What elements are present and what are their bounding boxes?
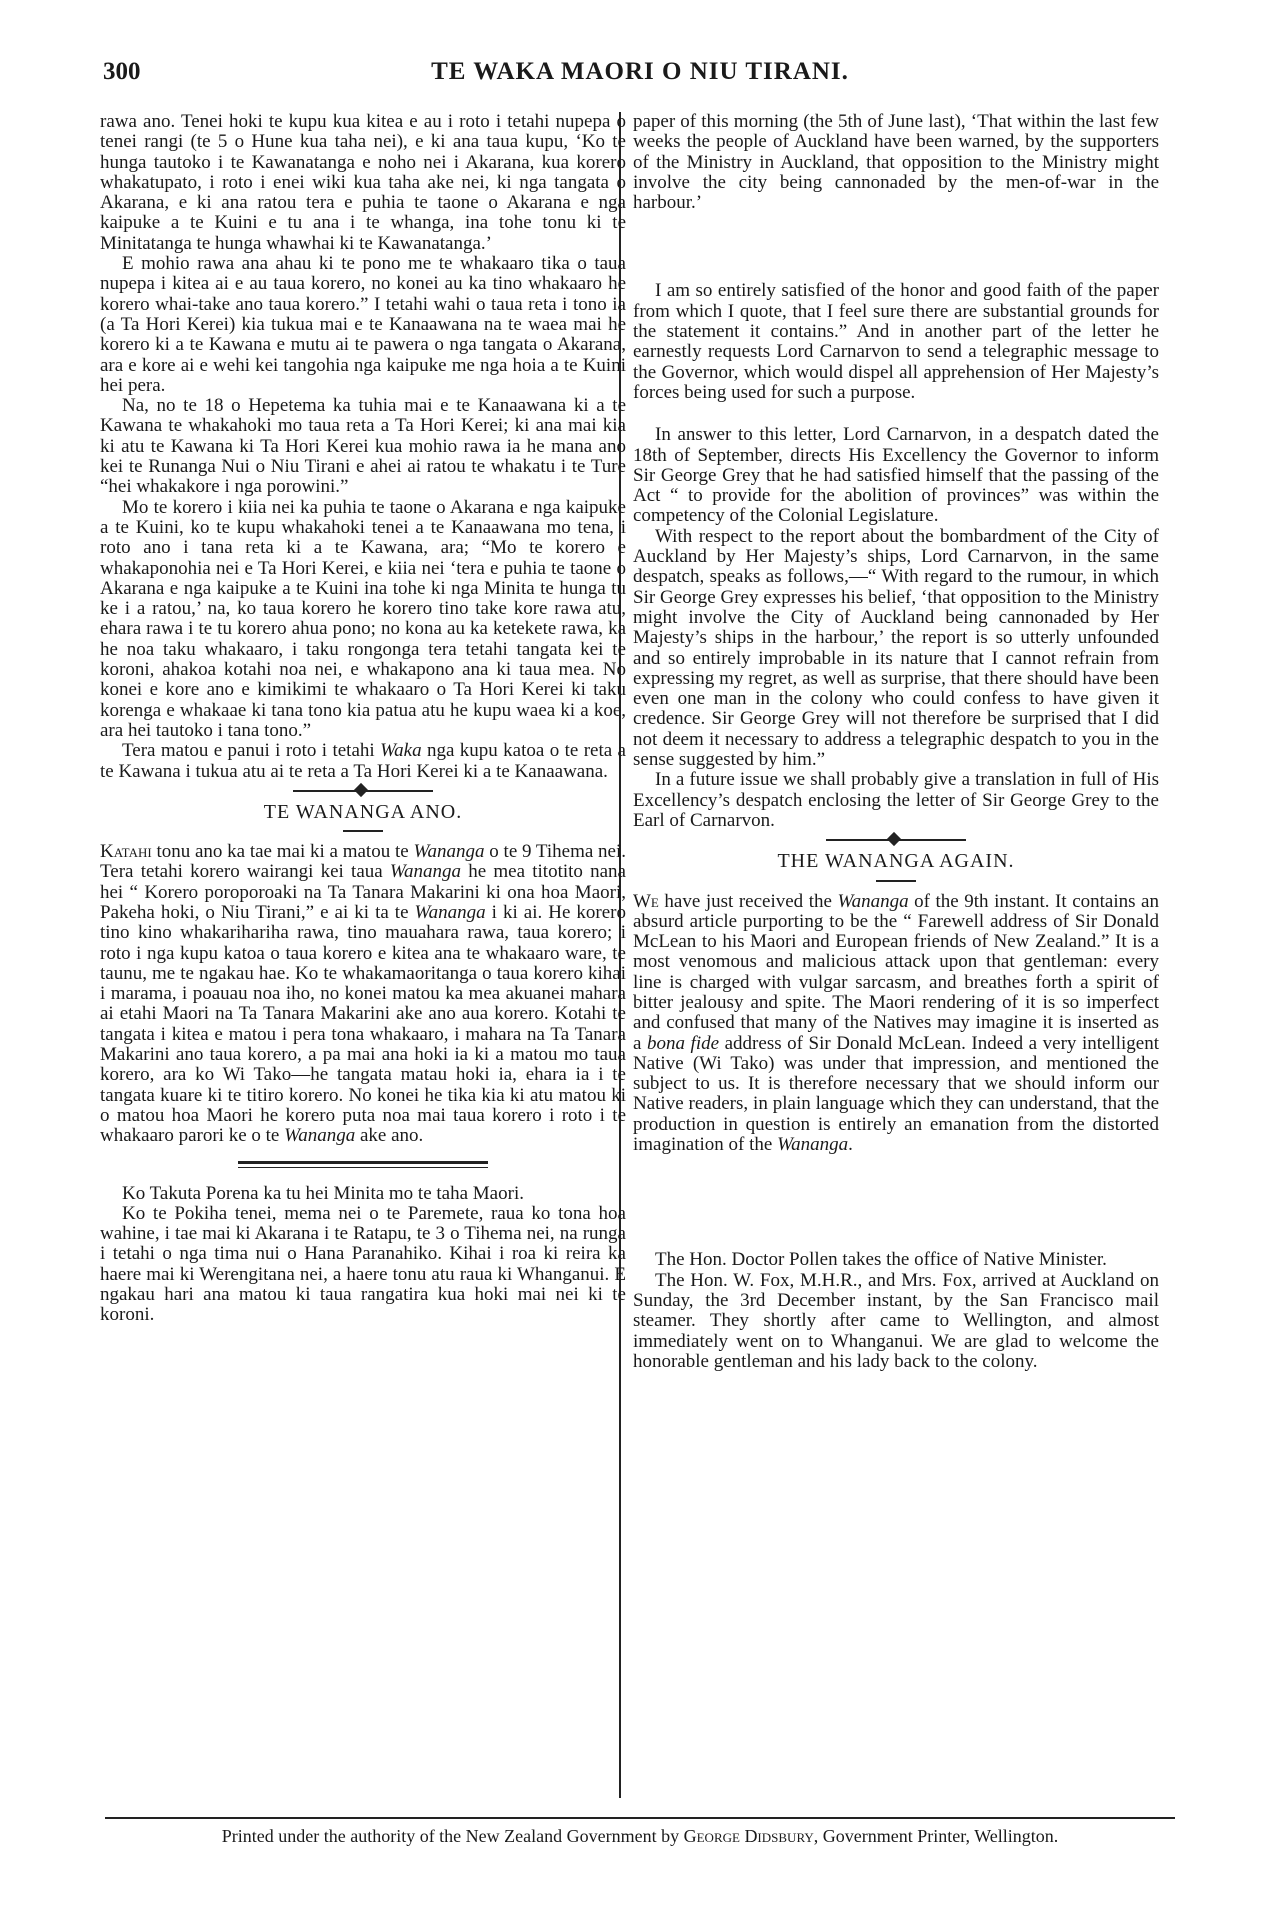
text: nga kupu katoa o te reta a te Kawana i tukua atu ai te reta a Ta Hori Kerei ki a te Kanaawana. (100, 740, 626, 782)
section-heading: THE WANANGA AGAIN. (777, 850, 1015, 873)
paragraph: E mohio rawa ana ahau ki te pono me te whakaaro tika o taua nupepa i kitea ai e au taua korero, no konei au ka tino whakaaro he korero whai-take ano taua korero.” I tetahi wahi o taua reta i tono ia (a Ta Hori Kerei) kia tukua mai e te Kanaawana na te waea mai he korero ki a te Kawana e mutu ai te pawera o nga tangata o Akarana, ara e kore ai e wehi kei tangohia nga kaipuke me nga hoia a te Kuini hei pera. (100, 253, 626, 396)
italic-text: Wananga (413, 841, 485, 863)
text: . (848, 1134, 853, 1156)
section-heading: TE WANANGA ANO. (263, 800, 463, 823)
text: ake ano. (355, 1125, 424, 1147)
ornament-divider (826, 839, 966, 841)
text: Printed under the authority of the New Zealand Government by (221, 1826, 684, 1846)
italic-text: Wananga (414, 901, 486, 923)
page-title: TE WAKA MAORI O NIU TIRANI. (431, 58, 849, 85)
italic-text: Wananga (284, 1125, 356, 1147)
paragraph: Na, no te 18 o Hepetema ka tuhia mai e te Kanaawana ki a te Kawana te whakahoki mo taua reta a Ta Hori Kerei; ki ana mai kia ki atu te Kawana ki Ta Hori Kerei kua mohio rawa ia he mana ano kei te Runanga Nui o Niu Tirani e ahei ai ratou te whakatu i te Ture “hei whakakore i nga porowini.” (100, 395, 626, 498)
lead-word: Katahi (100, 841, 152, 863)
paragraph (100, 842, 626, 1146)
short-rule (876, 880, 916, 882)
paragraph (100, 741, 626, 782)
paragraph: Ko te Pokiha tenei, mema nei o te Paremete, raua ko tona hoa wahine, i tae mai ki Akarana i te Ratapu, te 3 o Tihema nei, na runga i tetahi o nga tima nui o Hana Paranahiko. Kihai i roa ki reira ka haere mai ki Werengitana nei, a haere tonu atu raua ki Whanganui. E ngakau hari ana matou ki taua rangatira kua hoki mai nei ki te koroni. (100, 1202, 626, 1326)
text: address of Sir Donald McLean. Indeed a very intelligent Native (Wi Tako) was under that impression, and mentioned the subject to us. It is therefore necessary that we should inform our Native readers, in plain language which they can understand, that the production in question is entirely an emanation from the distorted imagination of the (633, 1032, 1160, 1156)
double-rule (238, 1161, 488, 1168)
diamond-icon (887, 832, 901, 846)
printer-name: George Didsbury (683, 1826, 814, 1846)
italic-text: Wananga (777, 1134, 849, 1156)
paragraph: In a future issue we shall probably give a translation in full of His Excellency’s despatch enclosing the letter of Sir George Grey to the Earl of Carnarvon. (633, 769, 1159, 831)
paragraph: Ko Takuta Porena ka tu hei Minita mo te taha Maori. (122, 1182, 524, 1204)
paragraph: I am so entirely satisfied of the honor and good faith of the paper from which I quote, that I feel sure there are substantial grounds for the statement it contains.” And in another part of the letter he earnestly requests Lord Carnarvon to send a telegraphic message to the Governor, which would dispel all apprehension of Her Majesty’s forces being used for such a purpose. (633, 280, 1159, 403)
text: he mea titotito nana hei “ Korero poroporoaki na Ta Tanara Makarini ki ona hoa Maori, Pakeha hoki, o Niu Tirani,” e ai ki ta te (100, 861, 626, 923)
paragraph: In answer to this letter, Lord Carnarvon, in a despatch dated the 18th of September, directs His Excellency the Governor to inform Sir George Grey that he had satisfied himself that the passing of the Act “ to provide for the abolition of provinces” was within the competency of the Colonial Legislature. (633, 424, 1159, 527)
text: Tera matou e panui i roto i tetahi (122, 740, 381, 762)
italic-text: Waka (380, 740, 422, 762)
paragraph: The Hon. W. Fox, M.H.R., and Mrs. Fox, arrived at Auckland on Sunday, the 3rd December instant, by the San Francisco mail steamer. They shortly after came to Wellington, and almost immediately went on to Whanganui. We are glad to welcome the honorable gentleman and his lady back to the colony. (633, 1269, 1159, 1372)
lead-word: We (633, 890, 659, 912)
text: i ki ai. He korero tino kino whakarihariha rawa, tino mauahara rawa, taua korero; i roto i nga kupu katoa o taua korero e kitea ana te whakaaro ware, te taunu, me te ngakau hae. Ko te whakamaoritanga o taua korero kihai i marama, i poauau noa iho, no konei matou ka mea akuanei mahara ai etahi Maori na Ta Tanara Makarini ake ano aua korero. Kotahi te tangata i kitea e matou i pera tona whakaaro, i mahara na Ta Tanara Makarini ano taua korero, a pa mai ana hoki ia ki a matou mo taua korero, ara ko Wi Tako—he tangata matau hoki ia, ehara ia i te tangata kuare ki te titiro korero. No konei he tika kia ki atu matou ki o matou hoa Maori he korero puta noa mai taua korero i roto i te whakaaro parori ke o te (100, 901, 627, 1147)
paragraph: Mo te korero i kiia nei ka puhia te taone o Akarana e nga kaipuke a te Kuini, ko te kupu whakahoki tenei a te Kanaawana mo tena, i roto ano i tana reta ki a te Kawana, ara; “Mo te korero e whakaponohia nei e Ta Hori Kerei, e kiia nei ‘tera e puhia te taone o Akarana e nga kaipuke a te Kuini ina tohe ki nga Minita te hunga tu ke i a ratou,’ na, ko taua korero he korero tino take kore rawa atu, ehara rawa i te tu korero ahua pono; no kona au ka ketekete rawa, ka he noa taku whakaaro, i taku rongonga tera tetahi tangata kei te koroni, ahakoa kotahi noa nei, e whakapono ana ki taua mea. No konei e kore ano e kimikimi te whakaaro o Ta Hori Kerei ki taku korenga e whakaae ki tana tono kia patua atu he kupu waea ki a koe, ara hei tautoko i tana tono.” (100, 496, 626, 741)
text: have just received the (658, 890, 838, 912)
footer-imprint (0, 1826, 1280, 1847)
page-number: 300 (103, 58, 141, 85)
paragraph (633, 892, 1159, 1156)
paragraph: With respect to the report about the bombardment of the City of Auckland by Her Majesty’s ships, Lord Carnarvon, in the same despatch, speaks as follows,—“ With regard to the rumour, in which Sir George Grey expresses his belief, ‘that opposition to the Ministry might involve the City of Auckland being cannonaded by Her Majesty’s ships in the harbour,’ the report is so utterly unfounded and so entirely improbable in its nature that I cannot refrain from expressing my regret, as well as surprise, that there should have been even one man in the colony who could confess to have given it credence. Sir George Grey will not therefore be surprised that I did not deem it necessary to address a telegraphic despatch to you in the sense suggested by him.” (633, 525, 1159, 771)
right-column (633, 112, 1159, 1372)
footer-rule (105, 1817, 1175, 1819)
text: of the 9th instant. It contains an absurd article purporting to be the “ Farewell address of Sir Donald McLean to his Maori and European friends of New Zealand.” It is a most venomous and malicious attack upon that gentleman: every line is charged with vulgar sarcasm, and breathes forth a spirit of bitter jealousy and spite. The Maori rendering of it is so imperfect and confused that many of the Natives may imagine it is inserted as a (633, 890, 1159, 1054)
italic-text: bona fide (647, 1032, 720, 1054)
left-column (100, 112, 626, 1326)
ornament-divider (293, 790, 433, 792)
italic-text: Wananga (389, 861, 461, 883)
text: , Government Printer, Wellington. (813, 1826, 1059, 1846)
text: tonu ano ka tae mai ki a matou te (151, 841, 414, 863)
paragraph: rawa ano. Tenei hoki te kupu kua kitea e au i roto i tetahi nupepa o tenei rangi (te 5 o Hune kua taha nei), e ki ana taua kupu, ‘Ko te hunga tautoko i te Kawanatanga e noho nei i Akarana, kua korero whakatupato, i roto i enei wiki kua taha ake nei, ki nga tangata o Akarana, e ki ana ratou tera e puhia te taone o Akarana e nga kaipuke a te Kuini e tu ana i te whanga, ina tohe tonu ki te Minitatanga te hunga whawhai ki te Kawanatanga.’ (100, 111, 626, 254)
short-rule (343, 830, 383, 832)
italic-text: Wananga (837, 890, 909, 912)
diamond-icon (354, 783, 368, 797)
paragraph: paper of this morning (the 5th of June last), ‘That within the last few weeks the people of Auckland have been warned, by the supporters of the Ministry in Auckland, that opposition to the Ministry might involve the city being cannonaded by the men-of-war in the harbour.’ (633, 111, 1159, 214)
paragraph: The Hon. Doctor Pollen takes the office of Native Minister. (655, 1249, 1107, 1271)
text: o te 9 Tihema nei. Tera tetahi korero wairangi kei taua (100, 841, 626, 883)
